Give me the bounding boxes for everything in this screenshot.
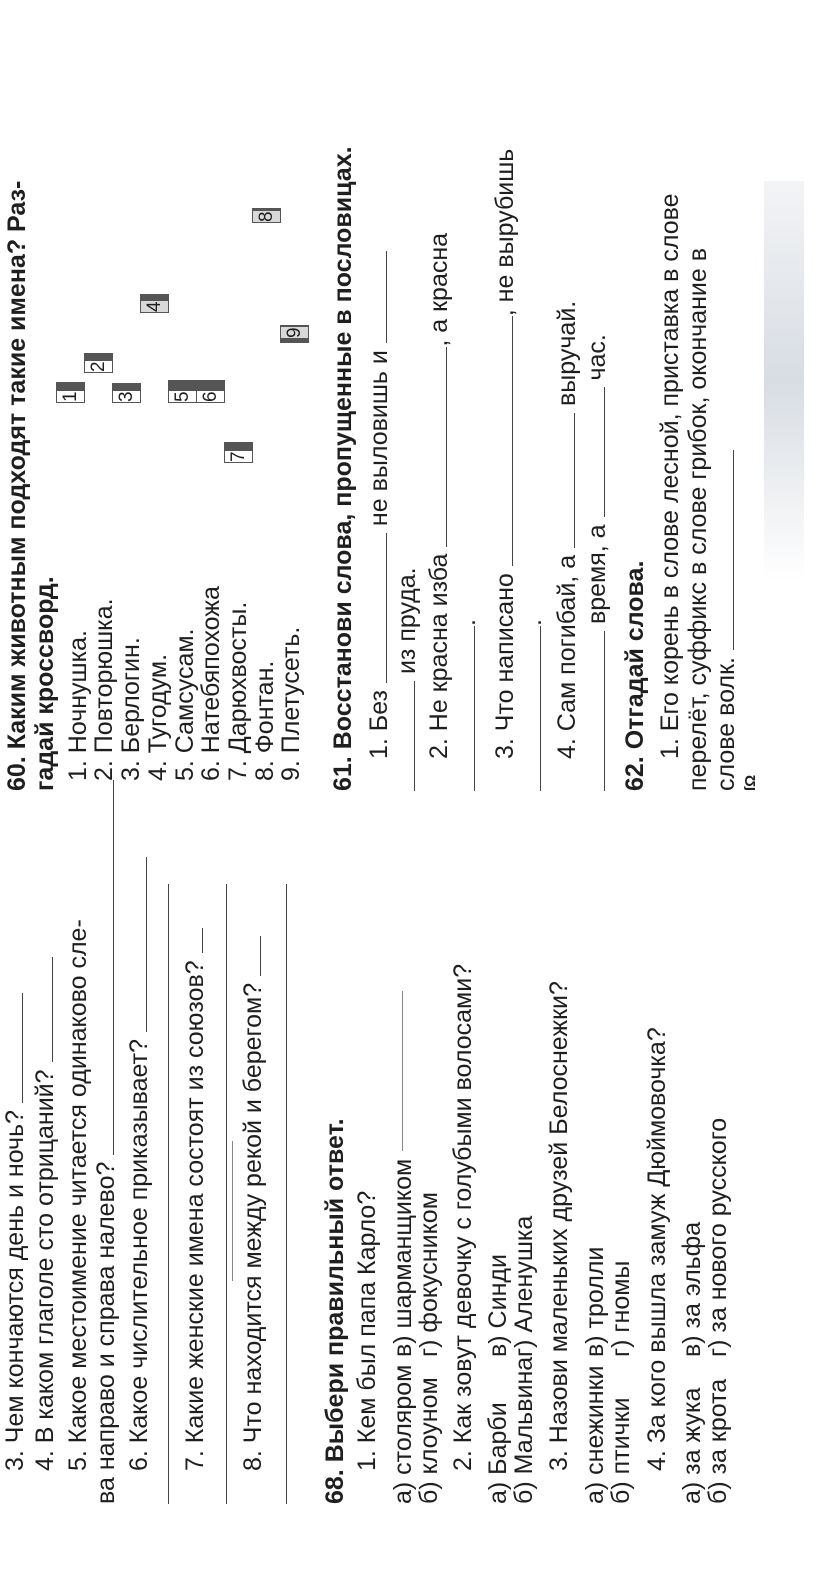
proverb-3: 3. Что написано , не вырубишь	[491, 148, 519, 759]
crossword-cell[interactable]	[169, 382, 197, 383]
crossword-number: 3	[113, 391, 141, 403]
crossword-cell[interactable]	[197, 382, 225, 383]
crossword-cell[interactable]	[85, 359, 113, 360]
crossword-cell[interactable]	[169, 381, 197, 382]
crossword-row-5	[168, 380, 197, 403]
exercise-60-title: 60. Каким животным подходят такие имена? Раз-	[3, 180, 31, 791]
crossword-cell[interactable]	[57, 383, 85, 384]
ex68-option[interactable]: а) за жука	[678, 1387, 706, 1504]
answer-blank[interactable]	[520, 626, 541, 791]
exercise-62-title: 62. Отгадай слова.	[621, 560, 649, 791]
crossword-number: 7	[225, 451, 253, 463]
crossword-cell[interactable]	[225, 444, 253, 445]
ex68-option[interactable]: б) птички	[607, 1397, 635, 1504]
crossword-cell[interactable]	[85, 357, 113, 358]
crossword-cell[interactable]	[141, 299, 169, 300]
crossword-cell[interactable]	[197, 383, 225, 384]
ex68-option[interactable]: а) столяром	[389, 1364, 417, 1504]
crossword-cell[interactable]	[225, 443, 253, 444]
scan-line	[402, 991, 403, 1151]
crossword-cell[interactable]	[197, 384, 225, 385]
crossword-cell[interactable]	[57, 389, 85, 390]
question-3: 3. Чем кончаются день и ночь?	[0, 993, 30, 1471]
crossword-cell[interactable]	[85, 355, 113, 356]
crossword-cell[interactable]	[57, 384, 85, 385]
crossword-cell[interactable]	[141, 296, 169, 297]
answer-line[interactable]	[168, 884, 169, 1504]
ex68-option[interactable]: а) Барби	[484, 1402, 512, 1504]
ex68-option[interactable]: г) гномы	[607, 1260, 635, 1357]
crossword-cell[interactable]	[225, 449, 253, 450]
clue: 9. Плетусеть.	[277, 626, 305, 781]
exercise-68-title: 68. Выбери правильный ответ.	[321, 1118, 349, 1504]
question-5-continued: ва направо и справа налево?	[91, 780, 121, 1504]
riddle-line-2: перелёт, суффикс в слове грибок, окончание в	[684, 247, 712, 791]
crossword-cell[interactable]	[169, 384, 197, 385]
crossword-row-6	[196, 380, 225, 403]
ex68-option[interactable]: в) шарманщиком	[389, 1158, 417, 1357]
scan-line	[232, 1141, 233, 1281]
crossword-cell[interactable]	[225, 448, 253, 449]
answer-blank[interactable]	[93, 780, 114, 1155]
answer-blank[interactable]	[394, 681, 415, 791]
riddle-line-3: слове волк.	[711, 450, 741, 791]
crossword-cell[interactable]	[253, 209, 281, 210]
ex68-question-2: 2. Как зовут девочку с голубыми волосами?	[449, 963, 477, 1471]
crossword-cell[interactable]	[85, 354, 113, 355]
clue: 7. Дарюхвосты.	[224, 601, 252, 781]
crossword-cell[interactable]	[225, 445, 253, 446]
crossword-cell[interactable]	[141, 297, 169, 298]
crossword-row-9	[280, 325, 309, 343]
ex68-option[interactable]: б) Мальвина	[510, 1356, 538, 1504]
answer-blank[interactable]	[454, 626, 475, 791]
proverb-4: 4. Сам погибай, а выручай.	[553, 300, 581, 759]
crossword-cell[interactable]	[169, 387, 197, 388]
question-7: 7. Какие женские имена состоят из союзов?	[180, 928, 210, 1471]
crossword-cell[interactable]	[85, 356, 113, 357]
riddle-line-1: 1. Его корень в слове лесной, приставка в слове	[656, 193, 684, 759]
answer-blank[interactable]	[584, 631, 605, 791]
answer-blank[interactable]	[713, 450, 734, 650]
crossword-cell[interactable]	[169, 388, 197, 389]
ex68-option[interactable]: г) за нового русского	[704, 1117, 732, 1357]
answer-blank[interactable]	[426, 347, 447, 547]
crossword-cell[interactable]	[169, 389, 197, 390]
clue: 4. Тугодум.	[144, 653, 172, 781]
page-mark: ſΩ	[742, 774, 759, 791]
crossword-cell[interactable]	[197, 386, 225, 387]
answer-blank[interactable]	[492, 316, 513, 566]
ex68-option[interactable]: в) за эльфа	[678, 1221, 706, 1357]
crossword-cell[interactable]	[141, 298, 169, 299]
exercise-60-title-cont: гадай кроссворд.	[31, 576, 59, 791]
proverb-1-cont: из пруда.	[392, 567, 422, 791]
crossword-number: 9	[281, 327, 309, 339]
answer-blank[interactable]	[32, 957, 53, 1062]
proverb-4-cont: время, а час.	[582, 334, 612, 791]
crossword-cell[interactable]	[113, 387, 141, 388]
crossword-cell[interactable]	[113, 388, 141, 389]
crossword-cell[interactable]	[57, 387, 85, 388]
answer-blank[interactable]	[2, 993, 23, 1103]
answer-line[interactable]	[286, 884, 287, 1504]
crossword-cell[interactable]	[197, 388, 225, 389]
answer-blank[interactable]	[126, 857, 147, 1032]
answer-blank[interactable]	[366, 251, 387, 343]
answer-blank[interactable]	[182, 928, 203, 953]
crossword-cell[interactable]	[281, 340, 309, 341]
crossword-number: 5	[169, 391, 197, 403]
crossword-number: 2	[85, 361, 113, 373]
crossword-cell[interactable]	[197, 389, 225, 390]
question-8: 8. Что находится между рекой и берегом?	[238, 936, 268, 1471]
ex68-question-3: 3. Назови маленьких друзей Белоснежки?	[545, 981, 573, 1471]
crossword-cell[interactable]	[225, 447, 253, 448]
crossword-cell[interactable]	[281, 341, 309, 342]
crossword-number: 8	[253, 211, 281, 223]
crossword-cell[interactable]	[113, 384, 141, 385]
crossword-row-2	[84, 353, 113, 373]
ex68-option[interactable]: г) Аленушка	[510, 1215, 538, 1357]
answer-line[interactable]	[226, 884, 227, 1504]
crossword-cell[interactable]	[197, 381, 225, 382]
ex68-option[interactable]: а) снежинки	[581, 1365, 609, 1504]
crossword-cell[interactable]	[281, 342, 309, 343]
crossword-cell[interactable]	[225, 446, 253, 447]
ex68-option[interactable]: в) тролли	[581, 1246, 609, 1357]
left-column	[0, 781, 816, 1581]
question-5: 5. Какое местоимение читается одинаково сле-	[64, 919, 92, 1471]
crossword-cell[interactable]	[169, 385, 197, 386]
proverb-3-cont: .	[518, 619, 548, 791]
clue: 3. Берлогин.	[117, 637, 145, 781]
clue: 5. Самсусам.	[171, 628, 199, 781]
ex68-option[interactable]: в) Синди	[484, 1254, 512, 1357]
proverb-2-cont: .	[452, 619, 482, 791]
crossword-row-1	[56, 382, 85, 403]
ex68-question-4: 4. За кого вышла замуж Дюймовочка?	[643, 1027, 671, 1471]
exercise-61-title: 61. Восстанови слова, пропущенные в пословицах.	[329, 146, 357, 791]
answer-blank[interactable]	[240, 936, 261, 976]
question-6: 6. Какое числительное приказывает?	[124, 857, 154, 1471]
ex68-option[interactable]: б) за крота	[704, 1378, 732, 1504]
clue: 1. Ночнушка.	[64, 630, 92, 781]
ex68-option[interactable]: г) фокусником	[415, 1192, 443, 1357]
crossword-cell[interactable]	[113, 386, 141, 387]
answer-blank[interactable]	[366, 533, 387, 683]
crossword-cell[interactable]	[57, 385, 85, 386]
ex68-question-1: 1. Кем был папа Карло?	[353, 1190, 381, 1471]
proverb-1: 1. Без не выловишь и	[364, 251, 394, 759]
crossword-number: 6	[197, 391, 225, 403]
answer-blank[interactable]	[554, 413, 575, 548]
ex68-option[interactable]: б) клоуном	[415, 1377, 443, 1504]
crossword-cell[interactable]	[197, 385, 225, 386]
crossword-cell[interactable]	[113, 389, 141, 390]
crossword-cell[interactable]	[197, 387, 225, 388]
answer-blank[interactable]	[584, 387, 605, 517]
proverb-2: 2. Не красна изба , а красна	[425, 232, 453, 759]
crossword-number: 1	[57, 391, 85, 403]
crossword-cell[interactable]	[85, 358, 113, 359]
crossword-cell[interactable]	[141, 295, 169, 296]
clue: 2. Повторюшка.	[90, 598, 118, 781]
crossword-cell[interactable]	[281, 339, 309, 340]
crossword-row-7	[224, 442, 253, 463]
crossword-row-3	[112, 383, 141, 403]
clue: 8. Фонтан.	[251, 660, 279, 781]
crossword-cell[interactable]	[113, 385, 141, 386]
crossword-number: 4	[141, 301, 169, 313]
crossword-cell[interactable]	[169, 386, 197, 387]
crossword-cell[interactable]	[57, 386, 85, 387]
crossword-cell[interactable]	[169, 383, 197, 384]
scan-shadow	[764, 181, 804, 581]
question-4: 4. В каком глаголе сто отрицаний?	[30, 957, 60, 1471]
crossword-row-4	[140, 294, 169, 313]
clue: 6. Натебяпохожа	[197, 586, 225, 781]
crossword-cell[interactable]	[57, 388, 85, 389]
crossword-row-8	[252, 208, 281, 223]
